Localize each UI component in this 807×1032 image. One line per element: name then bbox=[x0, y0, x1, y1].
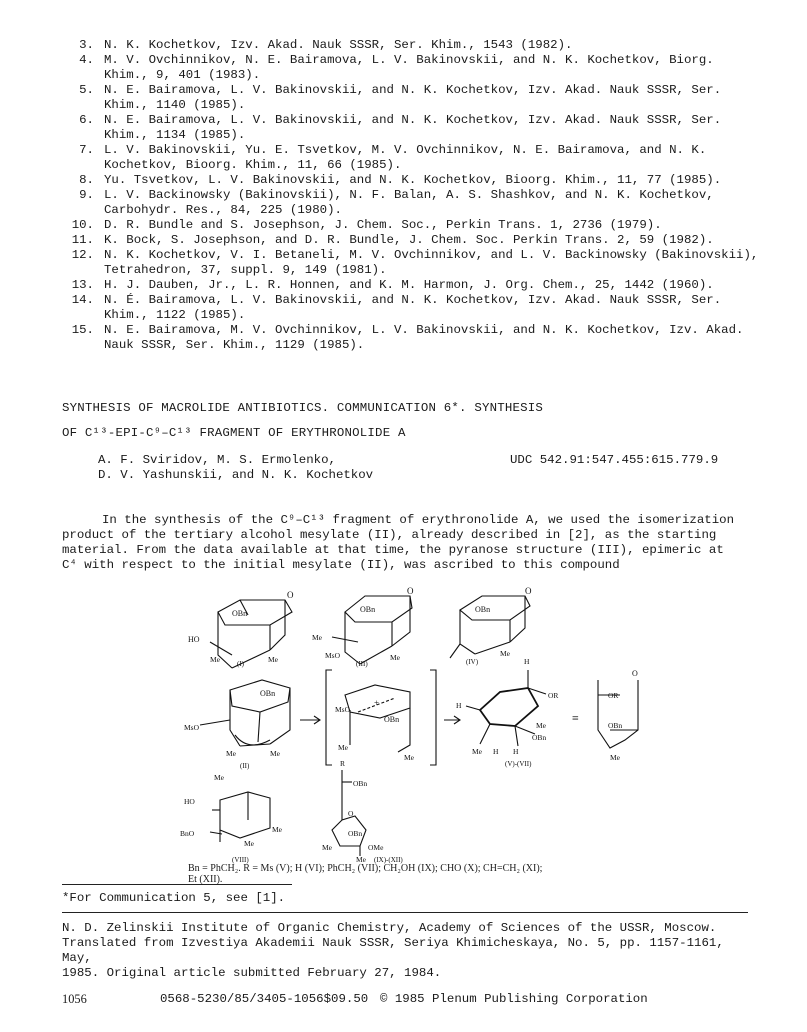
reference-text: Khim., 1122 (1985). bbox=[104, 308, 246, 322]
reference-item bbox=[62, 233, 762, 248]
atom-mso: MsO bbox=[325, 651, 341, 660]
atom-me: Me bbox=[610, 753, 620, 762]
atom-me: Me bbox=[268, 655, 278, 664]
title-line-2: OF C¹³-EPI-C⁹–C¹³ FRAGMENT OF ERYTHRONOLIDE A bbox=[62, 426, 406, 440]
institution-line-1: N. D. Zelinskii Institute of Organic Chemistry, Academy of Sciences of the USSR, Moscow. bbox=[62, 921, 717, 935]
label-viii: (VIII) bbox=[232, 856, 249, 864]
reference-list bbox=[62, 38, 762, 353]
udc-code: UDC 542.91:547.455:615.779.9 bbox=[510, 453, 719, 467]
footnote: *For Communication 5, see [1]. bbox=[62, 891, 286, 905]
atom-obn: OBn bbox=[475, 605, 491, 614]
reference-text: Carbohydr. Res., 84, 225 (1980). bbox=[104, 203, 342, 217]
atom-obn: OBn bbox=[232, 609, 248, 618]
label-iv: (IV) bbox=[466, 658, 479, 666]
atom-mso: MsO bbox=[184, 723, 200, 732]
atom-obn: OBn bbox=[353, 779, 368, 788]
reaction-scheme bbox=[160, 580, 660, 865]
reference-number: 9. bbox=[79, 188, 94, 202]
page-number: 1056 bbox=[62, 992, 87, 1006]
label-v-vii: (V)-(VII) bbox=[505, 760, 532, 768]
reference-number: 7. bbox=[79, 143, 94, 157]
reference-item bbox=[62, 323, 762, 353]
reference-item bbox=[62, 188, 762, 218]
reference-item bbox=[62, 53, 762, 83]
atom-r: R bbox=[340, 759, 346, 768]
article-title bbox=[62, 401, 762, 451]
atom-bno: BnO bbox=[180, 829, 195, 838]
atom-me: Me bbox=[322, 843, 332, 852]
reference-item bbox=[62, 113, 762, 143]
institution-line-2: Translated from Izvestiya Akademii Nauk SSSR, Seriya Khimicheskaya, No. 5, pp. 1157-1161, May, bbox=[62, 936, 724, 965]
authors-line-2: D. V. Yashunskii, and N. K. Kochetkov bbox=[98, 468, 374, 482]
reference-text: Khim., 9, 401 (1983). bbox=[104, 68, 261, 82]
reference-text: N. K. Kochetkov, V. I. Betaneli, M. V. Ovchinnikov, and L. V. Backinowsky (Bakinovskii), bbox=[104, 248, 759, 262]
legend-line-1: Bn = PhCH₂. R = Ms (V); H (VI); PhCH₂ (VII); CH₂OH (IX); CHO (X); CH=CH₂ (XI); bbox=[188, 863, 543, 874]
reference-text: N. E. Bairamova, L. V. Bakinovskii, and N. K. Kochetkov, Izv. Akad. Nauk SSSR, Ser. bbox=[104, 113, 722, 127]
atom-me: Me bbox=[226, 749, 236, 758]
reference-text: M. V. Ovchinnikov, N. E. Bairamova, L. V. Bakinovskii, and N. K. Kochetkov, Biorg. bbox=[104, 53, 714, 67]
atom-me: Me bbox=[500, 649, 510, 658]
reference-text: D. R. Bundle and S. Josephson, J. Chem. Soc., Perkin Trans. 1, 2736 (1979). bbox=[104, 218, 662, 232]
atom-obn: OBn bbox=[384, 715, 400, 724]
reaction-scheme-drawing bbox=[160, 580, 660, 865]
reference-text: H. J. Dauben, Jr., L. R. Honnen, and K. M. Harmon, J. Org. Chem., 25, 1442 (1960). bbox=[104, 278, 714, 292]
label-ii: (II) bbox=[240, 762, 250, 770]
atom-me: Me bbox=[270, 749, 280, 758]
reaction-arrow bbox=[444, 716, 460, 724]
scheme-legend bbox=[188, 863, 658, 885]
reference-item bbox=[62, 143, 762, 173]
reference-item bbox=[62, 218, 762, 233]
reference-item bbox=[62, 248, 762, 278]
reference-number: 15. bbox=[71, 323, 94, 337]
atom-mso: MsO bbox=[335, 705, 351, 714]
atom-o: O bbox=[525, 586, 532, 596]
reference-text: L. V. Bakinovskii, Yu. E. Tsvetkov, M. V. Ovchinnikov, N. E. Bairamova, and N. K. bbox=[104, 143, 707, 157]
reference-number: 11. bbox=[71, 233, 94, 247]
atom-me: Me bbox=[312, 633, 322, 642]
reference-item bbox=[62, 293, 762, 323]
atom-me: Me bbox=[536, 721, 546, 730]
atom-me: Me bbox=[272, 825, 282, 834]
reference-number: 6. bbox=[79, 113, 94, 127]
institution-note bbox=[62, 921, 752, 981]
reference-number: 4. bbox=[79, 53, 94, 67]
structure-ix-xii bbox=[322, 759, 403, 864]
abstract-line-1: In the synthesis of the C⁹–C¹³ fragment of erythronolide A, we used the isomerization bbox=[102, 513, 735, 527]
author-list bbox=[98, 453, 418, 483]
atom-h: H bbox=[493, 747, 499, 756]
equivalence-sign: ≡ bbox=[572, 711, 579, 725]
abstract-paragraph bbox=[62, 513, 742, 573]
atom-me: Me bbox=[404, 753, 414, 762]
structure-bicyclic bbox=[598, 669, 638, 762]
reference-item bbox=[62, 83, 762, 113]
footnote-divider bbox=[62, 884, 292, 885]
reference-text: N. E. Bairamova, M. V. Ovchinnikov, L. V. Bakinovskii, and N. K. Kochetkov, Izv. Akad. bbox=[104, 323, 744, 337]
atom-or: OR bbox=[608, 691, 619, 700]
atom-obn: OBn bbox=[608, 721, 623, 730]
atom-me: Me bbox=[472, 747, 482, 756]
atom-me: Me bbox=[390, 653, 400, 662]
atom-me: Me bbox=[214, 773, 224, 782]
atom-o: O bbox=[287, 590, 294, 600]
authors-line-1: A. F. Sviridov, M. S. Ermolenko, bbox=[98, 453, 336, 467]
legend-line-2: Et (XII). bbox=[188, 874, 223, 885]
title-line-1: SYNTHESIS OF MACROLIDE ANTIBIOTICS. COMMUNICATION 6*. SYNTHESIS bbox=[62, 401, 544, 415]
footer-divider bbox=[62, 912, 748, 913]
structure-viii bbox=[180, 773, 283, 864]
reference-number: 14. bbox=[71, 293, 94, 307]
structure-ii bbox=[184, 680, 290, 770]
label-ix-xii: (IX)-(XII) bbox=[374, 856, 403, 864]
copyright-notice: © 1985 Plenum Publishing Corporation bbox=[380, 992, 648, 1006]
abstract-line-2: product of the tertiary alcohol mesylate (II), already described in [2], as the starting bbox=[62, 528, 717, 542]
intermediate-cation bbox=[326, 670, 436, 765]
atom-ho: HO bbox=[188, 635, 200, 644]
reference-text: Khim., 1140 (1985). bbox=[104, 98, 246, 112]
label-iii: (III) bbox=[356, 660, 368, 668]
atom-or: OR bbox=[548, 691, 559, 700]
structure-iii bbox=[312, 586, 414, 668]
atom-me: Me bbox=[210, 655, 220, 664]
reference-text: N. E. Bairamova, L. V. Bakinovskii, and N. K. Kochetkov, Izv. Akad. Nauk SSSR, Ser. bbox=[104, 83, 722, 97]
atom-h: H bbox=[524, 657, 530, 666]
institution-line-3: 1985. Original article submitted February 27, 1984. bbox=[62, 966, 442, 980]
reference-item bbox=[62, 173, 762, 188]
reference-text: N. É. Bairamova, L. V. Bakinovskii, and N. K. Kochetkov, Izv. Akad. Nauk SSSR, Ser. bbox=[104, 293, 722, 307]
atom-o: O bbox=[348, 809, 354, 818]
reference-text: Yu. Tsvetkov, L. V. Bakinovskii, and N. K. Kochetkov, Bioorg. Khim., 11, 77 (1985). bbox=[104, 173, 722, 187]
atom-me: Me bbox=[338, 743, 348, 752]
atom-me: Me bbox=[244, 839, 254, 848]
reference-number: 8. bbox=[79, 173, 94, 187]
reference-number: 3. bbox=[79, 38, 94, 52]
atom-obn: OBn bbox=[260, 689, 276, 698]
atom-obn: OBn bbox=[532, 733, 547, 742]
atom-ho: HO bbox=[184, 797, 195, 806]
abstract-line-4: C⁴ with respect to the initial mesylate (II), was ascribed to this compound bbox=[62, 558, 620, 572]
reference-number: 12. bbox=[71, 248, 94, 262]
charge-plus: + bbox=[374, 698, 380, 708]
atom-h: H bbox=[456, 701, 462, 710]
reference-item bbox=[62, 278, 762, 293]
publication-code: 0568-5230/85/3405-1056$09.50 bbox=[160, 992, 369, 1006]
reference-text: Khim., 1134 (1985). bbox=[104, 128, 246, 142]
reference-text: Tetrahedron, 37, suppl. 9, 149 (1981). bbox=[104, 263, 387, 277]
reference-text: Nauk SSSR, Ser. Khim., 1129 (1985). bbox=[104, 338, 365, 352]
structure-v-vii bbox=[456, 657, 558, 768]
atom-o: O bbox=[632, 669, 638, 678]
label-i: (I) bbox=[237, 660, 244, 668]
reference-number: 13. bbox=[71, 278, 94, 292]
reference-text: Kochetkov, Bioorg. Khim., 11, 66 (1985). bbox=[104, 158, 402, 172]
reference-number: 10. bbox=[71, 218, 94, 232]
abstract-line-3: material. From the data available at that time, the pyranose structure (III), epimeric at bbox=[62, 543, 724, 557]
structure-iv bbox=[450, 586, 532, 666]
atom-o: O bbox=[407, 586, 414, 596]
reference-number: 5. bbox=[79, 83, 94, 97]
reference-text: N. K. Kochetkov, Izv. Akad. Nauk SSSR, Ser. Khim., 1543 (1982). bbox=[104, 38, 573, 52]
atom-obn: OBn bbox=[360, 605, 376, 614]
atom-me: Me bbox=[356, 855, 366, 864]
atom-ome: OMe bbox=[368, 843, 384, 852]
atom-obn: OBn bbox=[348, 829, 363, 838]
structure-i bbox=[188, 590, 294, 668]
reference-text: L. V. Backinowsky (Bakinovskii), N. F. Balan, A. S. Shashkov, and N. K. Kochetkov, bbox=[104, 188, 714, 202]
reaction-arrow bbox=[300, 716, 320, 724]
reference-text: K. Bock, S. Josephson, and D. R. Bundle, J. Chem. Soc. Perkin Trans. 2, 59 (1982). bbox=[104, 233, 714, 247]
reference-item bbox=[62, 38, 762, 53]
atom-h: H bbox=[513, 747, 519, 756]
